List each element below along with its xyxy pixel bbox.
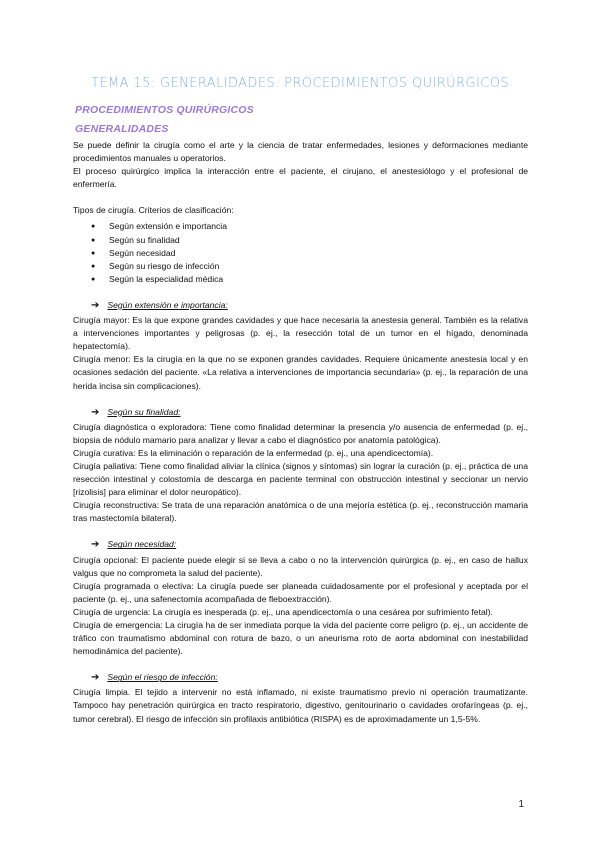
paragraph: Cirugía programada o electiva: La cirugía puede ser planeada cuidadosamente por el profesional y aceptada por el paciente (p. ej., una safenectomía acompañada de fleboextracción). <box>73 580 528 604</box>
paragraph: Cirugía paliativa: Tiene como finalidad aliviar la clínica (signos y síntomas) sin lograr la curación (p. ej., práctica de una resección intestinal y colostomía de descarga en paciente terminal con obstrucción intestinal y seccionar un nervio [rizolisis] para eliminar el dolor neuropático). <box>73 460 528 498</box>
list-item: ● Según su finalidad <box>109 234 528 247</box>
paragraph: Cirugía diagnóstica o exploradora: Tiene como finalidad determinar la presencia y/o ausencia de enfermedad (p. ej., biopsia de nódulo mamario para analizar y llevar a cabo el diagnóstico por anatomía patológica). <box>73 421 528 445</box>
section-heading-procedimientos: PROCEDIMIENTOS QUIRÚRGICOS <box>75 104 254 116</box>
paragraph: Cirugía de urgencia: La cirugía es inesperada (p. ej., una apendicectomía o una cesárea por sufrimiento fetal). <box>73 606 493 617</box>
intro-paragraph-2: El proceso quirúrgico implica la interacción entre el paciente, el cirujano, el anestesiólogo y el profesional de enfermería. <box>73 166 528 190</box>
section-heading-generalidades: GENERALIDADES <box>75 123 169 135</box>
list-item: ● Según la especialidad médica <box>109 273 528 286</box>
list-item: ● Según extensión e importancia <box>109 220 528 233</box>
list-item: ● Según necesidad <box>109 247 528 260</box>
right-arrow-icon: ➔ <box>91 539 100 551</box>
document-body <box>73 139 528 726</box>
subsection-heading-extension: ➔ Según extensión e importancia: <box>91 299 228 311</box>
subsection-heading-riesgo: ➔ Según el riesgo de infección: <box>91 672 218 684</box>
types-list <box>73 220 528 285</box>
page-number: 1 <box>518 799 524 810</box>
paragraph: Cirugía menor: Es la cirugía en la que no se exponen grandes cavidades. Requiere únicamente anestesia local y en ocasiones sedación del paciente. «La relativa a intervenciones de importancia secundaria» (p. ej., la reparación de una herida incisa sin complicaciones). <box>73 354 528 391</box>
page-title: TEMA 15: GENERALIDADES. PROCEDIMIENTOS QUIRÚRGICOS <box>91 76 509 91</box>
subsection-heading-necesidad: ➔ Según necesidad: <box>91 539 177 551</box>
right-arrow-icon: ➔ <box>91 299 100 311</box>
list-item: ● Según su riesgo de infección <box>109 260 528 273</box>
right-arrow-icon: ➔ <box>91 406 100 418</box>
paragraph: Cirugía limpia. El tejido a intervenir no está inflamado, ni existe traumatismo previo ni operación traumatizante. Tampoco hay penetración quirúrgica en tracto respiratorio, digestivo, genitourinario o cavidades orofaríngeas (p. ej., tumor cerebral). El riesgo de infección sin profilaxis antibiótica (RISPA) es de aproximadamente un 1,5-5%. <box>73 687 528 724</box>
paragraph: Cirugía curativa: Es la eliminación o reparación de la enfermedad (p. ej., una apendicectomía). <box>73 447 434 458</box>
paragraph: Cirugía mayor: Es la que expone grandes cavidades y que hace necesaria la anestesia general. También es la relativa a intervenciones importantes y peligrosas (p. ej., la resección total de un tumor en el hígado, denominada hepatectomía). <box>73 315 528 352</box>
right-arrow-icon: ➔ <box>91 672 100 684</box>
paragraph: Cirugía opcional: El paciente puede elegir si se lleva a cabo o no la intervención quirúrgica (p. ej., en caso de hallux valgus que no comprometa la salud del paciente). <box>73 554 528 578</box>
subsection-heading-finalidad: ➔ Según su finalidad: <box>91 406 181 418</box>
paragraph: Cirugía reconstructiva: Se trata de una reparación anatómica o de una mejoría estética (p. ej., reconstrucción mamaria tras mastectomía bilateral). <box>73 500 528 524</box>
intro-paragraph-1: Se puede definir la cirugía como el arte y la ciencia de tratar enfermedades, lesiones y deformaciones mediante procedimientos manuales u operatorios. <box>73 140 528 164</box>
types-intro: Tipos de cirugía. Criterios de clasificación: <box>73 205 234 216</box>
paragraph: Cirugía de emergencia: La cirugía ha de ser inmediata porque la vida del paciente corre peligro (p. ej., un accidente de tráfico con traumatismo abdominal con rotura de bazo, o un aneurisma roto de aorta abdominal con inestabilidad hemodinámica del paciente). <box>73 620 528 657</box>
